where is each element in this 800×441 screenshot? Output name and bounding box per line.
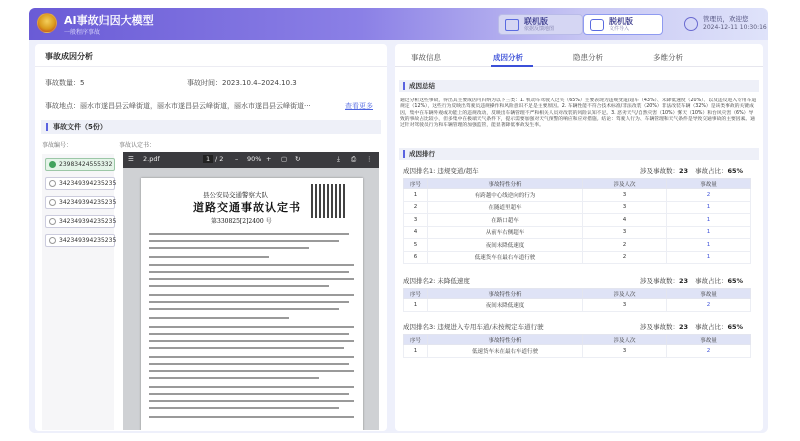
pdf-toolbar	[123, 152, 379, 168]
summary-text: 通过分析这些事故，得出其主要成因可归纳为以下三类：1. 机动车驾驶人过失（65%）主要表现为违规变道/超车（43%）、未降低速度（20%）、以及违反进入专用车道规定（12%），这些行为反映出驾驶员违规操作和风险意识不足是主要原因。2. 车辆性能不符合技术标准/非法改装（20%）非法改装车辆（32%）是该类事故的关键成因，集中在车辆外观或功能上的违规改动，反映出车辆管理不严和相关人员对改装的风险认知不足。3. 恶劣天气/自然灾害（10%）雾天（10%）和台风灾害（6%）导致的事故占比较小，但多集中在极端天气条件下，提示需要加强对天气预警的响应和应对措施。结论：驾驶人行为、车辆管理和天气条件是导致交通事故的主要因素。通过针对驾驶员行为和车辆管理的加强监管，能显著降低事故发生率。	[400, 98, 757, 129]
case-item[interactable]	[45, 158, 115, 171]
location-label: 事故地点：	[45, 102, 80, 110]
table-row	[404, 251, 751, 264]
column-header: 涉及人次	[583, 179, 667, 189]
mode-online-sub: 依据反馈地图	[524, 25, 555, 32]
cell-feature: 低速货车未在最右车道行驶	[428, 345, 583, 358]
current-time: 2024-12-11 10:30:16	[703, 24, 767, 31]
column-header: 涉及人次	[583, 289, 667, 299]
column-header: 序号	[404, 289, 428, 299]
cell-index: 4	[404, 226, 428, 239]
table-row	[404, 226, 751, 239]
radio-icon	[49, 218, 56, 225]
text-line	[149, 285, 329, 287]
files-section-title: 事故文件（5份）	[53, 123, 107, 131]
pdf-page	[141, 178, 363, 430]
cell-accident-count-link[interactable]: 1	[667, 214, 751, 227]
case-number: 342349394235235	[59, 180, 117, 187]
right-panel	[395, 44, 763, 431]
police-badge-logo	[37, 13, 57, 33]
text-line	[149, 393, 349, 395]
case-item[interactable]	[45, 215, 115, 228]
ratio-label: 事故占比：	[695, 167, 728, 175]
tab-cause-analysis[interactable]: 成因分析	[493, 53, 523, 62]
cell-accident-count-link[interactable]: 2	[667, 189, 751, 202]
radio-icon	[49, 199, 56, 206]
events-label: 涉及事故数：	[640, 167, 679, 175]
events-value: 23	[679, 323, 689, 331]
fit-page-icon[interactable]: ▢	[281, 155, 288, 163]
text-line	[149, 347, 344, 349]
cell-persons: 4	[583, 214, 667, 227]
time-label: 事故时间：	[187, 79, 222, 87]
tab-hazard-analysis[interactable]: 隐患分析	[573, 53, 603, 62]
user-icon	[684, 17, 698, 31]
cell-accident-count-link[interactable]: 1	[667, 251, 751, 264]
ratio	[695, 322, 743, 331]
text-line	[149, 308, 339, 310]
text-line	[149, 278, 354, 280]
text-line	[149, 233, 349, 235]
tab-accident-info[interactable]: 事故信息	[411, 53, 441, 62]
cause-rank-row	[403, 322, 755, 332]
cell-accident-count-link[interactable]: 1	[667, 239, 751, 252]
column-header: 事故量	[667, 179, 751, 189]
tab-divider	[395, 66, 763, 67]
column-header: 序号	[404, 335, 428, 345]
case-list-label: 事故编号：	[42, 142, 73, 149]
cause-table	[403, 334, 751, 358]
cell-persons: 3	[583, 299, 667, 312]
app-title: AI事故归因大模型	[64, 14, 154, 27]
cell-feature: 在隧道里超车	[428, 201, 583, 214]
active-tab-indicator	[491, 65, 533, 67]
mode-online-button[interactable]	[498, 14, 583, 35]
events-count	[640, 322, 688, 331]
view-more-link[interactable]: 查看更多	[345, 102, 373, 110]
ranking-title: 成因排行	[409, 150, 435, 158]
divider	[35, 66, 387, 67]
case-number: 342349394235235	[59, 237, 117, 244]
ratio-label: 事故占比：	[695, 323, 728, 331]
zoom-level[interactable]: 90%	[247, 155, 262, 163]
summary-title: 成因总结	[409, 82, 435, 90]
user-greeting: 管理员，欢迎您	[703, 15, 749, 23]
cell-feature: 夜间未降低速度	[428, 299, 583, 312]
accident-count	[45, 78, 84, 88]
cell-persons: 2	[583, 239, 667, 252]
text-line	[149, 326, 354, 328]
accident-time	[187, 78, 297, 88]
ranking-section-header	[399, 148, 759, 160]
section-marker	[46, 123, 48, 131]
page-input[interactable]: 1	[203, 155, 213, 163]
doc-number: 第330825[2]2400 号	[211, 218, 272, 225]
text-line	[149, 301, 349, 303]
left-panel	[35, 44, 387, 431]
mode-offline-label: 脱机版	[609, 16, 633, 26]
menu-icon[interactable]: ☰	[128, 155, 134, 163]
cell-index: 2	[404, 201, 428, 214]
cell-index: 6	[404, 251, 428, 264]
ratio	[695, 166, 743, 175]
cell-persons: 3	[583, 201, 667, 214]
page-total: / 2	[215, 155, 224, 163]
text-line	[149, 247, 309, 249]
monitor-icon	[505, 19, 519, 31]
text-line	[149, 400, 354, 402]
cell-index: 1	[404, 299, 428, 312]
text-line	[149, 340, 354, 342]
text-line	[149, 333, 349, 335]
doc-organization: 县公安局交通警察大队	[203, 191, 268, 199]
ratio-label: 事故占比：	[695, 277, 728, 285]
mode-offline-button[interactable]	[583, 14, 663, 35]
cell-index: 3	[404, 214, 428, 227]
count-value: 5	[80, 79, 85, 87]
doc-title: 道路交通事故认定书	[193, 201, 301, 214]
ratio	[695, 276, 743, 285]
text-line	[149, 363, 349, 365]
cell-feature: 夜间未降低速度	[428, 239, 583, 252]
radio-icon	[49, 180, 56, 187]
text-line	[149, 294, 354, 296]
radio-icon	[49, 237, 56, 244]
cell-feature: 在路口超车	[428, 214, 583, 227]
column-header: 事故特性分析	[428, 335, 583, 345]
cell-accident-count-link[interactable]: 1	[667, 201, 751, 214]
table-row	[404, 239, 751, 252]
cell-feature: 低速货车在最右车道行驶	[428, 251, 583, 264]
mode-offline-sub: 文件导入	[609, 25, 630, 32]
table-row	[404, 201, 751, 214]
summary-section-header	[399, 80, 759, 92]
table-row	[404, 299, 751, 312]
events-value: 23	[679, 277, 689, 285]
column-header: 事故特性分析	[428, 289, 583, 299]
column-header: 事故量	[667, 289, 751, 299]
text-line	[149, 416, 354, 418]
print-icon[interactable]: ⎙	[351, 155, 357, 163]
cause-rank-label: 成因排名3: 违规进入专用车道/未按规定车道行驶	[403, 323, 544, 331]
case-number: 23983424555332	[59, 161, 113, 168]
cause-rank-row	[403, 276, 755, 286]
case-item[interactable]	[45, 177, 115, 190]
text-line	[149, 356, 354, 358]
cell-index: 1	[404, 189, 428, 202]
case-number: 342349394235235	[59, 199, 117, 206]
time-value: 2023.10.4–2024.10.3	[222, 79, 297, 87]
text-line	[149, 370, 354, 372]
cell-accident-count-link[interactable]: 2	[667, 345, 751, 358]
text-line	[149, 240, 339, 242]
case-item[interactable]	[45, 234, 115, 247]
events-count	[640, 276, 688, 285]
text-line	[149, 264, 354, 266]
left-panel-title: 事故成因分析	[45, 52, 93, 61]
text-line	[149, 386, 354, 388]
column-header: 事故量	[667, 335, 751, 345]
accident-location	[45, 101, 311, 111]
ratio-value: 65%	[727, 277, 744, 285]
cell-persons: 3	[583, 226, 667, 239]
ratio-value: 65%	[727, 323, 744, 331]
column-header: 事故特性分析	[428, 179, 583, 189]
qr-code	[311, 184, 345, 218]
text-line	[149, 271, 349, 273]
app-window	[29, 8, 768, 433]
mode-online-label: 联机版	[524, 16, 548, 26]
column-header: 序号	[404, 179, 428, 189]
download-icon[interactable]: ⤓	[337, 155, 340, 163]
case-list	[42, 154, 117, 430]
ratio-value: 65%	[727, 167, 744, 175]
cause-table	[403, 178, 751, 264]
table-row	[404, 189, 751, 202]
cell-persons: 2	[583, 251, 667, 264]
rotate-icon[interactable]: ↻	[295, 155, 301, 163]
cause-table	[403, 288, 751, 312]
section-marker	[403, 82, 405, 90]
cell-feature: 从前车右侧超车	[428, 226, 583, 239]
cell-feature: 有跨越中心线逆向的行为	[428, 189, 583, 202]
cell-persons: 3	[583, 189, 667, 202]
table-row	[404, 214, 751, 227]
events-label: 涉及事故数：	[640, 323, 679, 331]
case-item[interactable]	[45, 196, 115, 209]
table-row	[404, 345, 751, 358]
more-options-icon[interactable]: ⋮	[366, 155, 373, 163]
events-value: 23	[679, 167, 689, 175]
cell-persons: 3	[583, 345, 667, 358]
header-bar	[29, 8, 768, 40]
cause-rank-label: 成因排名1: 违规变道/超车	[403, 167, 479, 175]
events-count	[640, 166, 688, 175]
files-section-header	[41, 120, 381, 134]
text-line	[149, 377, 319, 379]
case-number: 342349394235235	[59, 218, 117, 225]
check-icon	[49, 161, 56, 168]
user-info[interactable]	[684, 15, 767, 32]
text-line	[149, 317, 289, 319]
section-marker	[403, 150, 405, 158]
cause-rank-row	[403, 166, 755, 176]
cell-accident-count-link[interactable]: 2	[667, 299, 751, 312]
text-line	[149, 256, 269, 258]
zoom-out-icon[interactable]: –	[235, 155, 239, 163]
location-value: 丽水市遂昌县云峰街道，丽水市遂昌县云峰街道，丽水市遂昌县云峰街道···	[80, 102, 311, 110]
app-subtitle: 一般程序事故	[64, 29, 101, 36]
pdf-viewer[interactable]	[123, 152, 379, 430]
count-label: 事故数量：	[45, 79, 80, 87]
column-header: 涉及人次	[583, 335, 667, 345]
doc-label: 事故认定书：	[119, 142, 156, 149]
zoom-in-icon[interactable]: +	[266, 155, 272, 163]
tab-multi-analysis[interactable]: 多维分析	[653, 53, 683, 62]
cell-index: 1	[404, 345, 428, 358]
events-label: 涉及事故数：	[640, 277, 679, 285]
text-line	[149, 407, 339, 409]
cause-rank-label: 成因排名2: 未降低速度	[403, 277, 470, 285]
cell-accident-count-link[interactable]: 1	[667, 226, 751, 239]
grid-icon	[590, 19, 604, 31]
pdf-filename: 2.pdf	[143, 155, 160, 163]
cell-index: 5	[404, 239, 428, 252]
